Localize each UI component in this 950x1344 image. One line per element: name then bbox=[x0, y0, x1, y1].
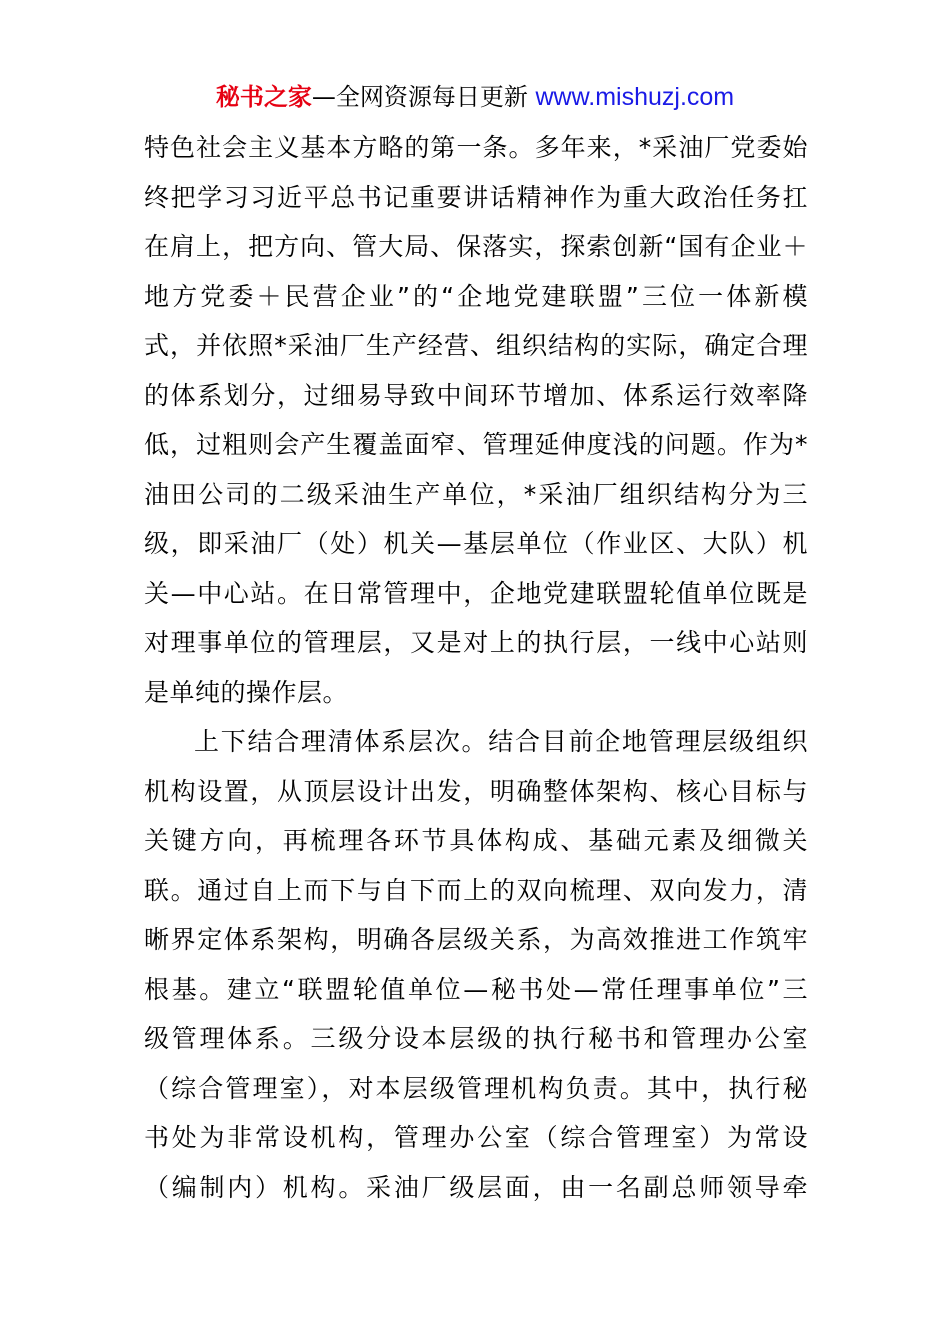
text-line: 关—中心站。在日常管理中，企地党建联盟轮值单位既是 bbox=[144, 578, 808, 608]
site-brand: 秘书之家 bbox=[215, 83, 312, 111]
text-line: 式，并依照*采油厂生产经营、组织结构的实际，确定合理 bbox=[144, 331, 808, 360]
document-body bbox=[144, 123, 808, 1212]
text-line: 油田公司的二级采油生产单位，*采油厂组织结构分为三 bbox=[144, 479, 808, 509]
text-line: 的体系划分，过细易导致中间环节增加、体系运行效率降 bbox=[144, 380, 808, 410]
text-line: 终把学习习近平总书记重要讲话精神作为重大政治任务扛 bbox=[144, 182, 808, 212]
text-line: 特色社会主义基本方略的第一条。多年来，*采油厂党委始 bbox=[144, 133, 808, 162]
text-line: （综合管理室），对本层级管理机构负责。其中，执行秘 bbox=[144, 1073, 808, 1103]
text-line: 对理事单位的管理层，又是对上的执行层，一线中心站则 bbox=[144, 628, 808, 657]
text-line: 机构设置，从顶层设计出发，明确整体架构、核心目标与 bbox=[144, 776, 808, 806]
text-line: 低，过粗则会产生覆盖面窄、管理延伸度浅的问题。作为* bbox=[144, 430, 808, 459]
site-header bbox=[0, 80, 950, 114]
site-url-link[interactable]: www.mishuzj.com bbox=[535, 83, 735, 111]
text-line: 级管理体系。三级分设本层级的执行秘书和管理办公室 bbox=[144, 1024, 808, 1053]
text-line: 根基。建立“联盟轮值单位—秘书处—常任理事单位”三 bbox=[144, 974, 808, 1004]
text-line: 书处为非常设机构，管理办公室（综合管理室）为常设 bbox=[144, 1123, 808, 1152]
text-line: （编制内）机构。采油厂级层面，由一名副总师领导牵 bbox=[144, 1172, 808, 1202]
text-line: 地方党委＋民营企业”的“企地党建联盟”三位一体新模 bbox=[144, 281, 808, 311]
paragraph-1 bbox=[144, 123, 808, 717]
text-line: 是单纯的操作层。 bbox=[144, 677, 349, 707]
text-line: 在肩上，把方向、管大局、保落实，探索创新“国有企业＋ bbox=[144, 232, 808, 261]
site-tagline: —全网资源每日更新 bbox=[311, 83, 536, 111]
text-line: 级，即采油厂（处）机关—基层单位（作业区、大队）机 bbox=[144, 529, 808, 558]
text-line: 联。通过自上而下与自下而上的双向梳理、双向发力，清 bbox=[144, 875, 808, 905]
text-line: 晰界定体系架构，明确各层级关系，为高效推进工作筑牢 bbox=[144, 925, 808, 954]
text-line: 关键方向，再梳理各环节具体构成、基础元素及细微关 bbox=[144, 826, 808, 855]
text-line: 上下结合理清体系层次。结合目前企地管理层级组织 bbox=[194, 727, 808, 756]
paragraph-2 bbox=[144, 717, 808, 1212]
